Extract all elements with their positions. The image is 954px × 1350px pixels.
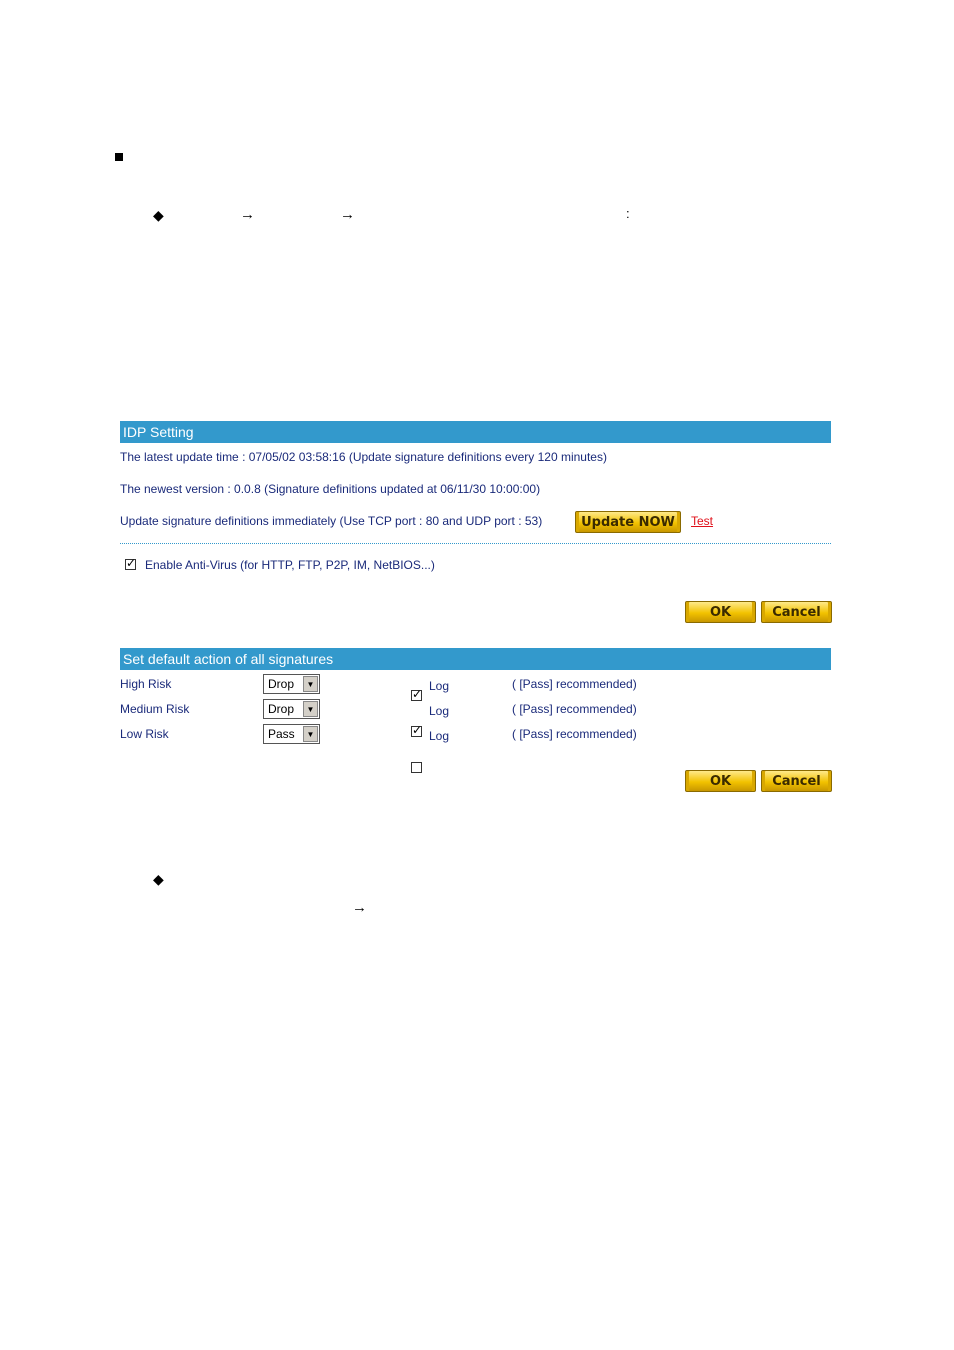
medium-risk-action-select[interactable] bbox=[263, 699, 320, 719]
cancel-button[interactable]: Cancel bbox=[761, 770, 832, 792]
low-risk-note: ( [Pass] recommended) bbox=[512, 727, 637, 741]
arrow-right-icon: → bbox=[340, 206, 355, 223]
update-now-button[interactable]: Update NOW bbox=[575, 511, 681, 533]
newest-version-text: The newest version : 0.0.8 (Signature definitions updated at 06/11/30 10:00:00) bbox=[120, 482, 541, 496]
diamond-bullet-icon: ◆ bbox=[153, 207, 164, 223]
medium-risk-label: Medium Risk bbox=[120, 702, 190, 716]
enable-antivirus-label: Enable Anti-Virus (for HTTP, FTP, P2P, IM, NetBIOS...) bbox=[145, 558, 435, 572]
diamond-bullet-icon: ◆ bbox=[153, 871, 164, 887]
low-risk-log-label: Log bbox=[429, 729, 450, 743]
latest-update-text: The latest update time : 07/05/02 03:58:16 (Update signature definitions every 120 minutes) bbox=[120, 450, 607, 464]
low-risk-action-value: Pass bbox=[268, 727, 295, 741]
chevron-down-icon: ▼ bbox=[303, 676, 318, 692]
test-link[interactable]: Test bbox=[691, 514, 714, 528]
low-risk-log-checkbox[interactable] bbox=[411, 762, 422, 773]
high-risk-label: High Risk bbox=[120, 677, 172, 691]
cancel-button[interactable]: Cancel bbox=[761, 601, 832, 623]
high-risk-action-value: Drop bbox=[268, 677, 295, 691]
medium-risk-note: ( [Pass] recommended) bbox=[512, 702, 637, 716]
chevron-down-icon: ▼ bbox=[303, 701, 318, 717]
medium-risk-log-label: Log bbox=[429, 704, 450, 718]
signatures-header: Set default action of all signatures bbox=[120, 648, 831, 670]
divider bbox=[120, 543, 831, 544]
ok-button[interactable]: OK bbox=[685, 770, 756, 792]
chevron-down-icon: ▼ bbox=[303, 726, 318, 742]
medium-risk-log-checkbox[interactable] bbox=[411, 726, 422, 737]
arrow-right-icon: → bbox=[352, 899, 367, 916]
enable-antivirus-checkbox[interactable] bbox=[125, 559, 136, 570]
high-risk-log-checkbox[interactable] bbox=[411, 690, 422, 701]
high-risk-note: ( [Pass] recommended) bbox=[512, 677, 637, 691]
update-immediately-text: Update signature definitions immediately (Use TCP port : 80 and UDP port : 53) bbox=[120, 514, 543, 528]
low-risk-action-select[interactable] bbox=[263, 724, 320, 744]
square-bullet-icon bbox=[115, 153, 123, 161]
low-risk-label: Low Risk bbox=[120, 727, 169, 741]
medium-risk-action-value: Drop bbox=[268, 702, 295, 716]
ok-button[interactable]: OK bbox=[685, 601, 756, 623]
high-risk-action-select[interactable] bbox=[263, 674, 320, 694]
colon-text: : bbox=[626, 206, 630, 221]
high-risk-log-label: Log bbox=[429, 679, 450, 693]
idp-setting-header: IDP Setting bbox=[120, 421, 831, 443]
arrow-right-icon: → bbox=[240, 206, 255, 223]
